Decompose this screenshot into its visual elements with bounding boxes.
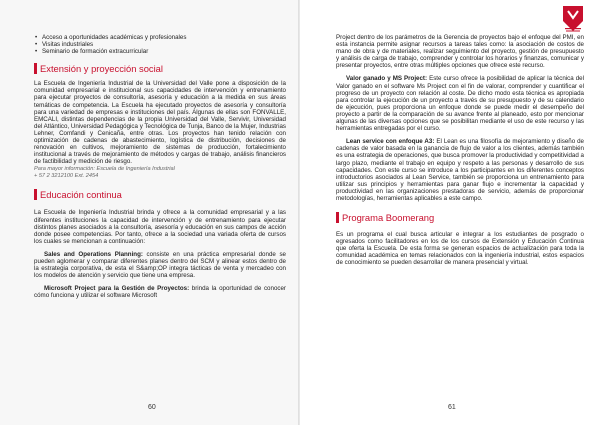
- course-title: Valor ganado y MS Project:: [346, 75, 428, 83]
- heading-marker: [34, 63, 37, 74]
- heading-text: Programa Boomerang: [342, 212, 435, 224]
- info-line: Para mayor información: Escuela de Ingeniería Industrial: [34, 166, 175, 173]
- right-page: [300, 0, 600, 425]
- course-description: consiste en una práctica empresarial donde se pueden aglomerar y comparar diferentes planes dentro del SCM y alinear estos dentro de la estrategia corporativa, de esta el S&amp;OP integra tácticas de venta y mercadeo con los modelos de atención y servicio que tiene una empresa.: [34, 250, 286, 280]
- right-page-content: [336, 34, 584, 267]
- page-number: 61: [448, 404, 456, 411]
- course-description: brinda la oportunidad de conocer cómo funciona y utilizar el software Microsoft: [34, 285, 286, 300]
- course-lean: [336, 138, 584, 202]
- course-msp: [34, 285, 286, 299]
- course-title: Lean service con enfoque A3:: [346, 138, 435, 146]
- heading-marker: [34, 189, 37, 200]
- list-item: • Acceso a oportunidades académicas y profesionales: [42, 34, 286, 41]
- page-number: 60: [148, 404, 156, 411]
- section-heading-extension: [34, 63, 286, 74]
- course-sop: [34, 251, 286, 279]
- extension-paragraph: La Escuela de Ingeniería Industrial de la Universidad del Valle pone a disposición de la comunidad empresarial e institucional sus capacidades de intervención y entrenamiento para ejecutar proyectos de consultoría, asesoría y educación a la medida en sus áreas temáticas de competencia. La Escuela ha ejecutado proyectos de asesoría y consultoría para una variedad de empresas e instituciones del país. Algunas de ellas son FONVALLE, EMCALI, distintas dependencias de la propia Universidad del Valle, Servivir, Universidad del Atlántico, Universidad Pedagógica y Tecnológica de Tunja, Banco de la Mujer, Industrias Lehner, Comfandi y Cenicaña, entre otras. Los proyectos han tenido relación con optimización de cadenas de abastecimiento, logística de distribución, decisiones de renovación en cultivos, mejoramiento de sistemas de producción, fortalecimiento institucional a través de mejoramiento de métodos y cargas de trabajo, análisis financieros de factibilidad y medición de riesgo.: [34, 80, 286, 166]
- course-title: Microsoft Project para la Gestión de Proyectos:: [44, 285, 190, 293]
- heading-text: Extensión y proyección social: [40, 63, 163, 75]
- left-page-content: [34, 34, 286, 299]
- section-heading-boomerang: [336, 212, 584, 223]
- info-phone: + 57 2 3212100 Ext. 2454: [34, 172, 99, 179]
- course-description: Este curso ofrece la posibilidad de aplicar la técnica del Valor ganado en el software Ms Project con el fin de valorar, comprender y cuantificar el progreso de un proyecto con relación al coste. De dicho modo esta técnica es apropiada para controlar la ejecución de un proyecto a través de su presupuesto y de su calendario de ejecución, pues proporciona un enfoque donde se puede medir el desempeño del proyecto a partir de la comparación de su avance frente al planeado, esto por mencionar algunas de las diversas opciones que se posibilitan mediante el uso de este recurso y las herramientas entregadas por el curso.: [336, 75, 584, 133]
- continua-paragraph: La Escuela de Ingeniería Industrial brinda y ofrece a la comunidad empresarial y a las diferentes instituciones la capacidad de intervención y de entrenamiento para ejecutar distintos planes asociados a la consultoría, asesoría y educación en sus campos de acción donde posee competencias. Por tanto, ofrece a la sociedad una variada oferta de cursos los cuales se mencionan a continuación:: [34, 209, 286, 245]
- heading-marker: [336, 212, 339, 223]
- intro-paragraph: Project dentro de los parámetros de la Gerencia de proyectos bajo el enfoque del PMI, en esta instancia permite asignar recursos a tareas tales como: la asociación de costos de mano de obra y de materiales, realizar seguimiento del proyecto, gestión de presupuesto y análisis de carga de trabajo, comprender y controlar los horarios y finanzas, comunicar y presentar proyectos, entre otras múltiples opciones que ofrece este recurso.: [336, 34, 584, 70]
- list-item: • Visitas industriales: [42, 41, 286, 48]
- course-description: El Lean es una filosofía de mejoramiento y diseño de cadenas de valor basada en la ganancia de flujo de valor a los clientes, además también es una estrategia de operaciones, que busca promover la productividad y competitividad a largo plazo, mediante el trabajo en equipo y respeto a las personas y desarrollo de sus capacidades. Con este curso se introduce a los participantes en los diferentes conceptos introductorios asociados al Lean Service, también se proporciona un entrenamiento para utilizar sus principios y herramientas para ganar flujo e incrementar la capacidad y productividad en las organizaciones prestadoras de servicio, además de proporcionar metodologías, herramientas aplicables a este campo.: [336, 138, 584, 202]
- heading-text: Educación continua: [40, 189, 122, 201]
- course-title: Sales and Operations Planning:: [44, 250, 143, 258]
- list-item: • Seminario de formación extracurricular: [42, 48, 286, 55]
- course-valor-ganado: [336, 75, 584, 132]
- section-heading-continua: [34, 189, 286, 200]
- activities-list: [34, 34, 286, 55]
- boomerang-paragraph: Es un programa el cual busca articular e integrar a los estudiantes de posgrado o egresados como facilitadores en los de los cursos de Extensión y Educación Continua que oferta la Escuela. De esta forma se generan espacios de actualización para toda la comunidad académica en temas relacionados con la ingeniería industrial, estos espacios de conocimiento se pueden desarrollar de manera presencial y virtual.: [336, 231, 584, 267]
- university-logo-icon: [560, 4, 586, 34]
